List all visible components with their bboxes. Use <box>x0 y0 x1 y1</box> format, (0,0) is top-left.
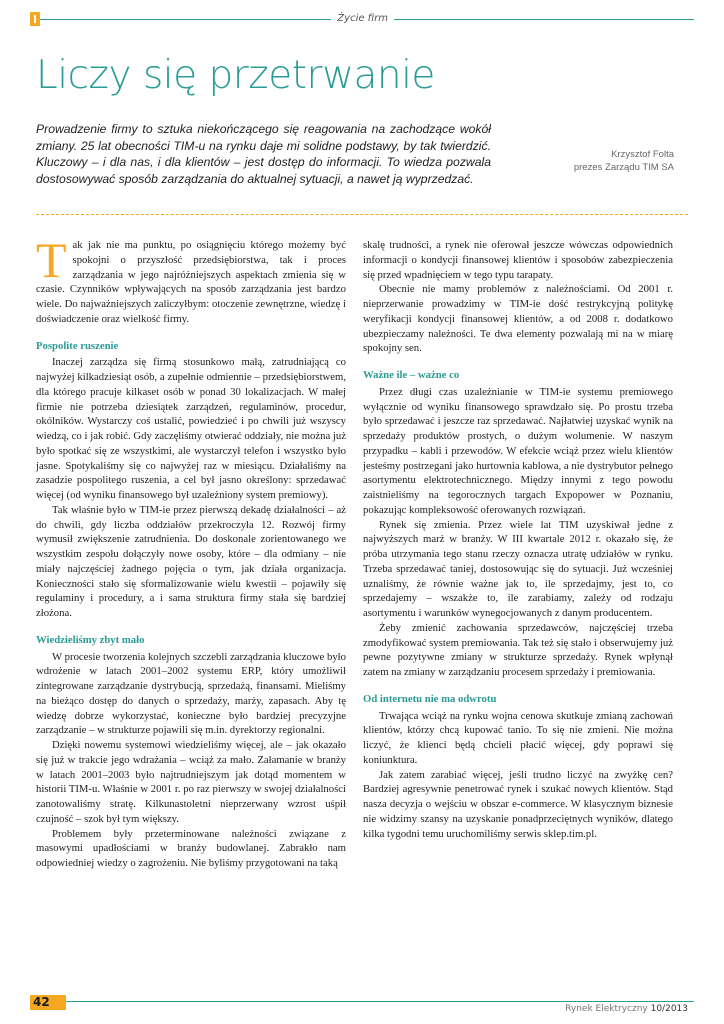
article-title: Liczy się przetrwanie <box>36 53 435 98</box>
drop-cap: T <box>36 232 67 288</box>
paragraph: W procesie tworzenia kolejnych szczebli zarządzania kluczowe było wdrożenie w latach 2001–2002 systemu ERP, który umożliwił zintegrowane zarządzanie dystrybucją, sprzedażą, finansami. Mieliśmy na bieżąco dostęp do danych o sprzedaży, marży, zapasach. Aby tę wiedzę dobrze wykorzystać, konieczne było bardziej precyzyjne zarządzanie – w strukturze pojawili się m.in. dyrektorzy regionalni. <box>36 650 346 737</box>
column-right <box>363 238 673 841</box>
column-left <box>36 232 346 871</box>
paragraph: Tak właśnie było w TIM-ie przez pierwszą dekadę działalności – aż do chwili, gdy liczba oddziałów przekroczyła 12. Rozwój firmy wymusił zwiększenie zatrudnienia. Do doskonale zorientowanego we wszystkim zespołu dołączyły nowe osoby, które – dla odmiany – nie miały najczęściej żadnego pojęcia o tym, jak działa organizacja. Konieczności stało się sformalizowanie wielu kwestii – pojawiły się regulaminy i procedury, a i sama struktura firmy stała się bardziej złożona. <box>36 503 346 619</box>
header-tab-marker <box>30 12 40 26</box>
section-label: Życie firm <box>331 13 394 24</box>
author-name: Krzysztof Folta <box>611 149 674 160</box>
subheading: Od internetu nie ma odwrotu <box>363 692 497 705</box>
paragraph: Żeby zmienić zachowania sprzedawców, najczęściej trzeba zmodyfikować system premiowania. Tak też się stało i obserwujemy już pewne pozytywne zmiany w strukturze sprzedaży. Rynek wpłynął zatem na zmiany w zarządzaniu procesem sprzedaży i premiowania. <box>363 621 673 678</box>
issue-number: 10/2013 <box>650 1004 688 1014</box>
lead-divider <box>36 214 688 215</box>
author-block <box>574 148 674 174</box>
paragraph: Przez długi czas uzależnianie w TIM-ie systemu premiowego wyłącznie od wyniku finansowego sprawdzało się. Po prostu trzeba było sprzedawać i jeszcze raz sprzedawać. Najłatwiej uzyskać wynik na sprzedaży produktów prostych, o dużym wolumenie. W naszym przypadku – kabli i przewodów. W efekcie wciąż przez wielu klientów jesteśmy postrzegani jako hurtownia kablowa, a nie dystrybutor pełnego asortymentu elektrotechnicznego. Między innymi z tego powodu zaistnieliśmy na tegorocznych targach Expopower w Poznaniu, pokazując kompleksowość oferowanych rozwiązań. <box>363 385 673 516</box>
paragraph: Rynek się zmienia. Przez wiele lat TIM uzyskiwał jedne z najwyższych marż w branży. W III kwartale 2012 r. okazało się, że próba utrzymania tego stanu rzeczy oznacza utratę udziałów w rynku. Trzeba sprzedawać taniej, dostosowując się do sytuacji. Już wcześniej uznaliśmy, że równie ważne jak to, ile sprzedajmy, jest to, co sprzedajemy – wszakże to, ile zarabiamy, zależy od rodzaju asortymentu i warunków wynegocjowanych z danym producentem. <box>363 518 673 619</box>
paragraph: Dzięki nowemu systemowi wiedzieliśmy więcej, ale – jak okazało się już w trakcie jego wdrażania – wciąż za mało. Załamanie w branży w latach 2001–2003 było najtrudniejszym jak dotąd momentem w historii TIM-u. Właśnie w 2001 r. po raz pierwszy w swojej działalności zanotowaliśmy stratę. Kilkunastoletni nieprzerwany wzrost uśpił czujność – szok był tym większy. <box>36 739 346 825</box>
paragraph: Jak zatem zarabiać więcej, jeśli trudno liczyć na zwyżkę cen? Bardziej agresywnie penetrować rynek i szukać nowych klientów. Stąd nasza decyzja o wejściu w obszar e-commerce. W klasycznym biznesie nie widzimy szansy na uzyskanie ponadprzeciętnych wyników, dlatego kilka tygodni temu uruchomiliśmy serwis sklep.tim.pl. <box>363 768 673 840</box>
page-number: 42 <box>33 995 50 1009</box>
paragraph: Problemem były przeterminowane należności związane z masowymi upadłościami w branży budowlanej. Zabrakło nam odpowiedniej wiedzy o zagrożeniu. Nie byliśmy przygotowani na taką <box>36 827 346 869</box>
subheading: Ważne ile – ważne co <box>363 369 460 381</box>
paragraph: Obecnie nie mamy problemów z należnościami. Od 2001 r. nieprzerwanie prowadzimy w TIM-ie dość restrykcyjną politykę weryfikacji kondycji finansowej klientów, a od 2008 r. dodatkowo ubezpieczamy należności. Te dwa elementy pozwalają mi na w miarę spokojny sen. <box>363 283 673 355</box>
paragraph: skalę trudności, a rynek nie oferował jeszcze wówczas odpowiednich informacji o kondycji finansowej klientów i sposobów zabezpieczenia się przed wpadnięciem w tego typu tarapaty. <box>363 239 673 281</box>
paragraph: Inaczej zarządza się firmą stosunkowo małą, zatrudniającą co najwyżej kilkadziesiąt osób, a zupełnie odmiennie – przedsiębiorstwem, dla którego pracuje kilkaset osób w ponad 30 lokalizacjach. W małej firmie nie potrzeba dziesiątek zarządzeń, regulaminów, procedur, okólników. Wystarczy coś ustalić, powiedzieć i po chwili już wszyscy wiedzą, co i jak robić. Gdy zaczęliśmy otwierać oddziały, nie można już było spotkać się ze wszystkimi, ale wystarczył telefon i wszystko było jasne. Spotykaliśmy się co najwyżej raz w miesiącu. Działaliśmy na zasadzie pospolitego ruszenia, a cel był jasno określony: sprzedawać więcej (od wyniku finansowego był uzależniony system premiowy). <box>36 356 346 501</box>
paragraph: Trwająca wciąż na rynku wojna cenowa skutkuje zmianą zachowań klientów, którzy chcą kupować tanio. To się nie zmieni. Nie można liczyć, że klienci będą chcieli płacić więcej, gdy poprawi się koniunktura. <box>363 709 673 766</box>
subheading: Wiedzieliśmy zbyt mało <box>36 633 145 646</box>
article-lead: Prowadzenie firmy to sztuka niekończącego się reagowania na zachodzące wokół zmiany. 25 lat obecności TIM-u na rynku daje mi solidne podstawy, by tak twierdzić. Kluczowy – i dla nas, i dla klientów – jest dostęp do informacji. To wiedza pozwala dostosowywać sposób zarządzania do aktualnej sytuacji, a nawet ją wyprzedzać. <box>36 122 491 186</box>
author-role: prezes Zarządu TIM SA <box>573 162 674 173</box>
paragraph: ak jak nie ma punktu, po osiągnięciu którego możemy być spokojni o przyszłość przedsiębiorstwa, tak i proces zarządzania w jego najróżniejszych aspektach zmienia się w czasie. Czynników wpływających na sposób zarządzania jest bardzo wiele. Do najważniejszych zaliczyłbym: otoczenie zewnętrzne, wiedzę i doświadczenie oraz wielkość firmy. <box>36 239 346 325</box>
footer-rule <box>30 1001 694 1002</box>
subheading: Pospolite ruszenie <box>36 339 119 352</box>
magazine-name: Rynek Elektryczny <box>565 1004 648 1014</box>
footer-info <box>565 1004 688 1014</box>
